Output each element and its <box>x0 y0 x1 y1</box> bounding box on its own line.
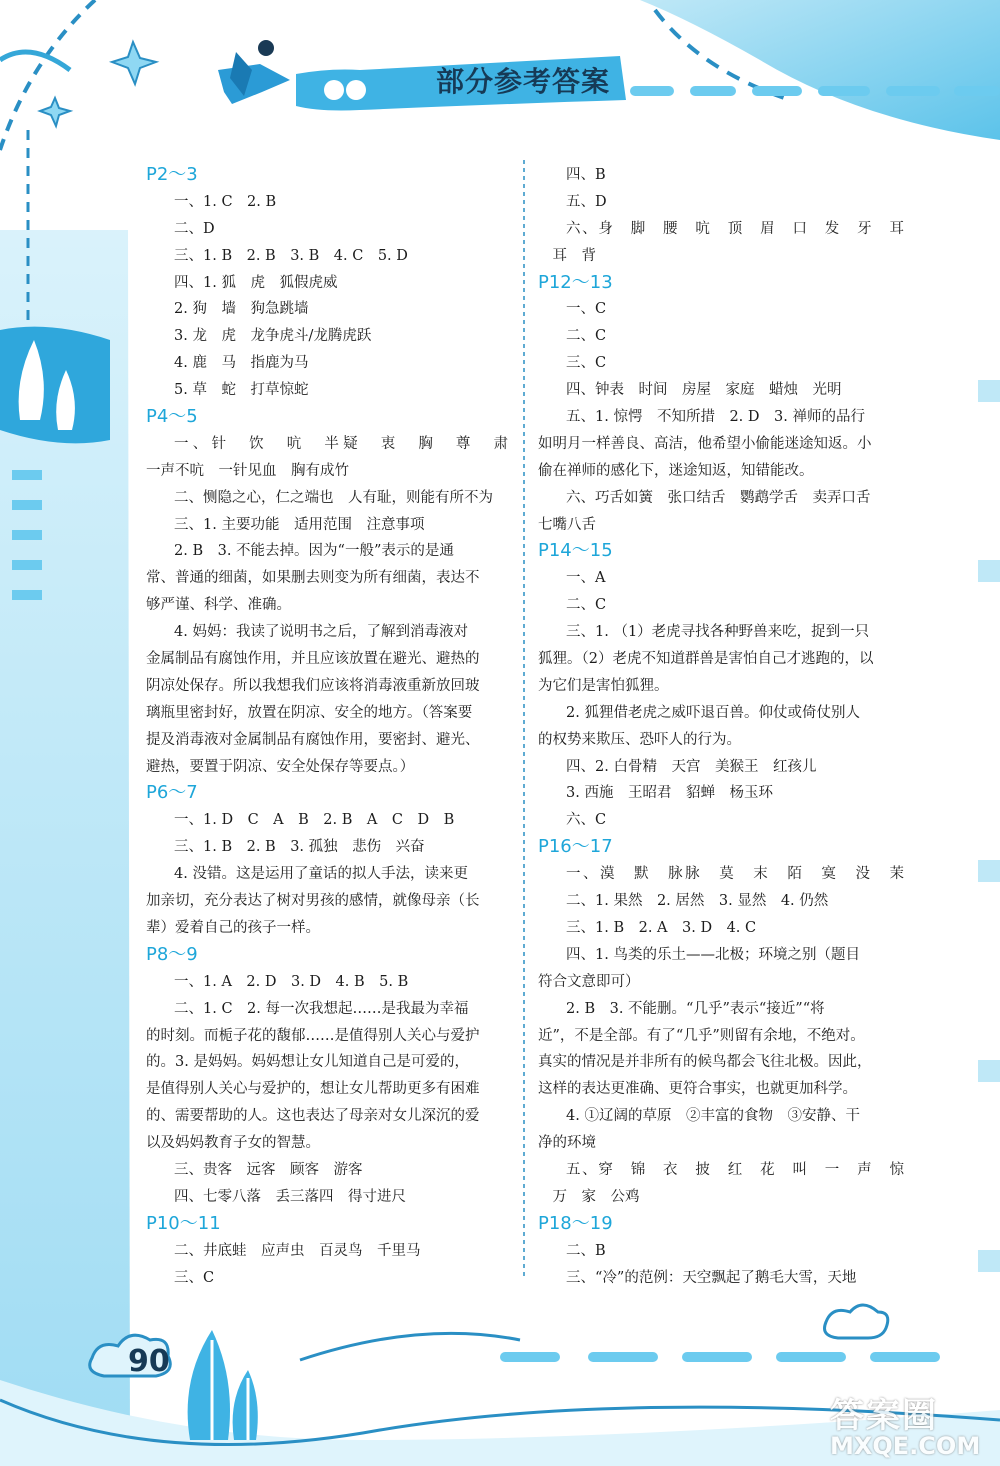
answer-line: 耳 背 <box>538 247 596 264</box>
answer-line: 符合文意即可） <box>538 973 640 990</box>
section-heading: P4～5 <box>146 406 198 428</box>
answer-line: 二、恻隐之心，仁之端也 人有耻，则能有所不为 <box>174 489 493 506</box>
star-icon <box>40 42 156 126</box>
answer-line: 四、七零八落 丢三落四 得寸进尺 <box>174 1188 406 1205</box>
answer-line: 三、C <box>174 1269 215 1286</box>
watermark-logo: 答案圈 <box>830 1396 938 1436</box>
section-heading: P2～3 <box>146 164 198 185</box>
answer-line: 一、C <box>566 301 607 318</box>
answer-line: 三、1. （1）老虎寻找各种野兽来吃，捉到一只 <box>566 624 870 641</box>
answer-line: 为它们是害怕狐狸。 <box>538 677 669 694</box>
answer-line: 净的环境 <box>538 1135 596 1152</box>
watermark-url: MXQE.COM <box>830 1432 981 1460</box>
answer-line: 二、D <box>174 220 215 237</box>
answer-line: 一、1. A 2. D 3. D 4. B 5. B <box>174 973 409 990</box>
answer-line: 够严谨、科学、准确。 <box>146 597 291 614</box>
answer-line: 真实的情况是并非所有的候鸟都会飞往北极。因此， <box>538 1054 872 1071</box>
section-heading: P8～9 <box>146 943 198 965</box>
page-title: 部分参考答案 <box>436 65 611 98</box>
answer-line: 4. 鹿 马 指鹿为马 <box>174 355 309 372</box>
answer-line: 二、B <box>566 1242 606 1259</box>
section-heading: P18～19 <box>538 1212 613 1234</box>
answer-line: 四、钟表 时间 房屋 家庭 蜡烛 光明 <box>566 382 842 399</box>
answer-line: 避热，要置于阴凉、安全处保存等要点。） <box>146 758 415 775</box>
section-heading: P12～13 <box>538 271 613 293</box>
answer-line: 三、1. 主要功能 适用范围 注意事项 <box>174 516 425 533</box>
answer-line: 五、D <box>566 193 607 210</box>
answer-line: 一、针 饮 吭 半疑 衷 胸 尊 肃 <box>174 435 508 452</box>
answer-line: 一、1. C 2. B <box>174 193 277 210</box>
answer-line: 四、B <box>566 167 606 183</box>
answer-line: 五、1. 惊愕 不知所措 2. D 3. 禅师的品行 <box>566 409 865 426</box>
answer-line: 这样的表达更准确、更符合事实，也就更加科学。 <box>538 1081 857 1098</box>
answer-line: 提及消毒液对金属制品有腐蚀作用，要密封、避光、 <box>146 731 480 748</box>
section-heading: P16～17 <box>538 836 613 858</box>
answer-line: 四、2. 白骨精 天宫 美猴王 红孩儿 <box>566 758 817 775</box>
answer-line: 六、身 脚 腰 吭 顶 眉 口 发 牙 耳 <box>566 220 904 237</box>
answer-line: 五、穿 锦 衣 披 红 花 叫 一 声 惊 <box>566 1161 904 1178</box>
answer-line: 的。3. 是妈妈。妈妈想让女儿知道自己是可爱的， <box>146 1054 469 1071</box>
answer-line: 如明月一样善良、高洁，他希望小偷能迷途知返。小 <box>538 435 872 452</box>
airplane-icon <box>218 40 290 104</box>
answer-line: 四、1. 鸟类的乐土——北极；环境之别（题目 <box>566 946 860 963</box>
answer-line: 三、贵客 远客 顾客 游客 <box>174 1161 363 1178</box>
answer-line: 一、A <box>566 570 606 587</box>
answer-line: 二、1. 果然 2. 居然 3. 显然 4. 仍然 <box>566 893 829 910</box>
answer-line: 二、C <box>566 328 607 345</box>
section-heading: P14～15 <box>538 540 613 562</box>
answer-line: 三、C <box>566 355 607 372</box>
answer-line: 四、1. 狐 虎 狐假虎威 <box>174 274 338 291</box>
answer-column-left <box>146 162 508 1291</box>
answer-line: 一、漠 默 脉脉 莫 末 陌 寞 没 茉 <box>566 866 904 883</box>
answer-line: 偷在禅师的感化下，迷途知返，知错能改。 <box>538 462 814 479</box>
answer-line: 七嘴八舌 <box>538 516 596 533</box>
answer-line: 的时刻。而栀子花的馥郁……是值得别人关心与爱护 <box>146 1027 480 1044</box>
answer-line: 4. ①辽阔的草原 ②丰富的食物 ③安静、干 <box>566 1108 860 1125</box>
answer-column-right <box>538 162 904 1291</box>
answer-line: 5. 草 蛇 打草惊蛇 <box>174 382 309 399</box>
answer-line: 常、普通的细菌，如果删去则变为所有细菌，表达不 <box>146 570 480 587</box>
answer-line: 4. 没错。这是运用了童话的拟人手法，读来更 <box>174 866 468 883</box>
answer-line: 2. 狐狸借老虎之威吓退百兽。仰仗或倚仗别人 <box>566 704 860 721</box>
answer-line: 的、需要帮助的人。这也表达了母亲对女儿深沉的爱 <box>146 1108 480 1125</box>
answer-line: 2. B 3. 不能去掉。因为“一般”表示的是通 <box>174 543 454 560</box>
top-left-arc <box>0 0 95 150</box>
answer-line: 一、1. D C A B 2. B A C D B <box>174 812 455 829</box>
answer-line: 辈）爱着自己的孩子一样。 <box>146 919 320 936</box>
section-heading: P10～11 <box>146 1212 221 1234</box>
answer-line: 二、1. C 2. 每一次我想起……是我最为幸福 <box>174 1000 469 1017</box>
answer-line: 六、巧舌如簧 张口结舌 鹦鹉学舌 卖弄口舌 <box>566 489 871 506</box>
answer-line: 的权势来欺压、恐吓人的行为。 <box>538 731 741 748</box>
answer-line: 万 家 公鸡 <box>538 1188 640 1205</box>
answer-line: 三、1. B 2. B 3. B 4. C 5. D <box>174 247 408 264</box>
answer-line: 2. B 3. 不能删。“几乎”表示“接近”“将 <box>566 1000 825 1017</box>
answer-line: 二、井底蛙 应声虫 百灵鸟 千里马 <box>174 1242 421 1259</box>
answer-line: 是值得别人关心与爱护的，想让女儿帮助更多有困难 <box>146 1081 480 1098</box>
answer-line: 近”，不是全部。有了“几乎”则留有余地，不绝对。 <box>538 1027 865 1044</box>
answer-line: 以及妈妈教育子女的智慧。 <box>146 1135 320 1152</box>
answer-line: 4. 妈妈：我读了说明书之后，了解到消毒液对 <box>174 624 468 641</box>
page-number: 90 <box>128 1344 170 1379</box>
answer-line: 一声不吭 一针见血 胸有成竹 <box>146 462 349 479</box>
right-edge-band <box>978 380 1000 1272</box>
answer-line: 三、1. B 2. B 3. 孤独 悲伤 兴奋 <box>174 839 425 856</box>
answer-line: 二、C <box>566 597 607 614</box>
left-margin-band <box>0 130 130 1466</box>
answer-line: 阴凉处保存。所以我想我们应该将消毒液重新放回玻 <box>146 677 480 694</box>
answer-line: 2. 狗 墙 狗急跳墙 <box>174 301 309 318</box>
top-right-sky <box>640 0 1000 140</box>
answer-line: 璃瓶里密封好，放置在阴凉、安全的地方。（答案要 <box>146 704 473 721</box>
answer-line: 3. 西施 王昭君 貂蝉 杨玉环 <box>566 785 773 802</box>
answer-line: 3. 龙 虎 龙争虎斗/龙腾虎跃 <box>174 328 372 345</box>
section-heading: P6～7 <box>146 782 198 804</box>
answer-line: 加亲切，充分表达了树对男孩的感情，就像母亲（长 <box>146 893 480 910</box>
answer-line: 三、“冷”的范例：天空飘起了鹅毛大雪，天地 <box>566 1269 857 1286</box>
answer-line: 六、C <box>566 812 607 829</box>
answer-line: 金属制品有腐蚀作用，并且应该放置在避光、避热的 <box>146 651 480 668</box>
answer-line: 狐狸。（2）老虎不知道群兽是害怕自己才逃跑的，以 <box>538 651 874 668</box>
answer-line: 三、1. B 2. A 3. D 4. C <box>566 919 757 936</box>
